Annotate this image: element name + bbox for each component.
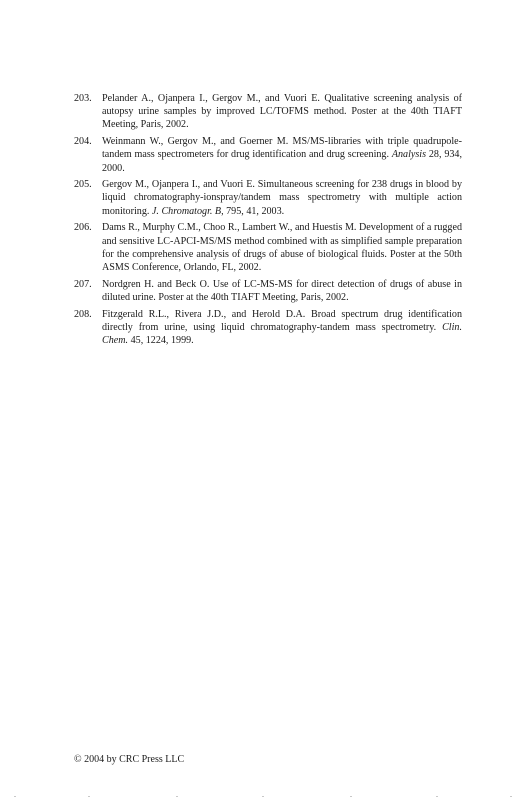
journal-name: Clin. Chem. bbox=[102, 321, 462, 346]
reference-text: Weinmann W., Gergov M., and Goerner M. MS/MS-libraries with triple quadrupole-tandem mass spectrometers for drug identification and drug screening. Analysis 28, 934, 2000. bbox=[102, 136, 462, 174]
reference-item bbox=[74, 178, 462, 218]
reference-text: Pelander A., Ojanpera I., Gergov M., and Vuori E. Qualitative screening analysis of autopsy urine samples by improved LC/TOFMS method. Poster at the 40th TIAFT Meeting, Paris, 2002. bbox=[102, 93, 462, 131]
reference-item bbox=[74, 92, 462, 132]
reference-number: 207. bbox=[74, 278, 92, 290]
reference-text: Nordgren H. and Beck O. Use of LC-MS-MS for direct detection of drugs of abuse in diluted urine. Poster at the 40th TIAFT Meeting, Paris, 2002. bbox=[102, 278, 462, 303]
reference-number: 203. bbox=[74, 93, 92, 104]
scan-edge-marks bbox=[0, 792, 525, 800]
journal-name: J. Chromatogr. B, bbox=[151, 205, 224, 217]
reference-item bbox=[74, 308, 462, 348]
copyright-footer: © 2004 by CRC Press LLC bbox=[74, 754, 185, 765]
reference-text: Fitzgerald R.L., Rivera J.D., and Herold D.A. Broad spectrum drug identification directly from urine, using liquid chromatography-tandem mass spectrometry. Clin. Chem. 45, 1224, 1999. bbox=[102, 308, 462, 346]
reference-text: Dams R., Murphy C.M., Choo R., Lambert W., and Huestis M. Development of a rugged and sensitive LC-APCI-MS/MS method combined with as simplified sample preparation for the comprehensive analysis of drugs of abuse of biological fluids. Poster at the 50th ASMS Conference, Orlando, FL, 2002. bbox=[102, 222, 462, 273]
reference-number: 205. bbox=[74, 179, 92, 191]
reference-number: 208. bbox=[74, 308, 92, 320]
journal-name: Analysis bbox=[391, 149, 427, 161]
reference-text: Gergov M., Ojanpera I., and Vuori E. Simultaneous screening for 238 drugs in blood by liquid chromatography-ionspray/tandem mass spectrometry with multiple action monitoring. J. Chromatogr. B, 795, 41, 2003. bbox=[102, 179, 462, 217]
reference-number: 206. bbox=[74, 222, 92, 234]
reference-item bbox=[74, 221, 462, 274]
reference-list bbox=[74, 92, 462, 351]
reference-item bbox=[74, 278, 462, 304]
reference-number: 204. bbox=[74, 136, 92, 148]
reference-item bbox=[74, 135, 462, 175]
